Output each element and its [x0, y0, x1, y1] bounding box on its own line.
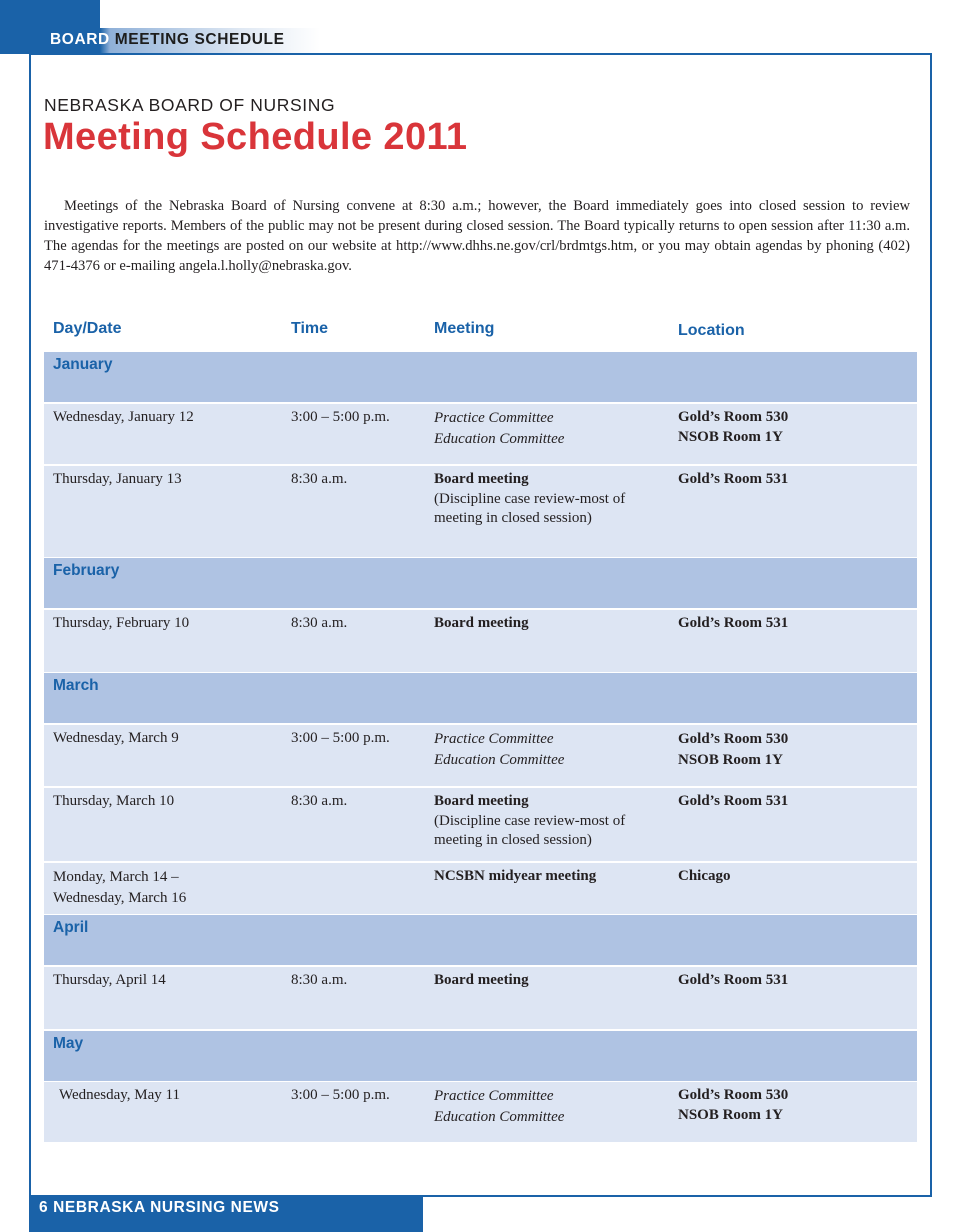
row-location: Gold’s Room 531	[678, 972, 789, 988]
row-meeting	[434, 408, 674, 450]
month-header-february	[44, 558, 917, 608]
table-row	[44, 610, 917, 672]
meeting-education-committee: Education Committee	[434, 1109, 565, 1125]
page-footer	[29, 1196, 423, 1232]
row-time: 3:00 – 5:00 p.m.	[291, 1087, 390, 1103]
row-day: Thursday, February 10	[53, 615, 190, 631]
day-line: Monday, March 14 –	[53, 869, 179, 885]
row-day: Thursday, March 10	[53, 793, 175, 809]
location-line: Gold’s Room 530	[678, 1087, 789, 1103]
col-header-day: Day/Date	[53, 320, 122, 337]
meeting-education-committee: Education Committee	[434, 752, 565, 768]
col-header-meeting: Meeting	[434, 320, 495, 337]
org-name: NEBRASKA BOARD OF NURSING	[44, 95, 336, 115]
row-time: 3:00 – 5:00 p.m.	[291, 409, 390, 425]
section-header-word1: BOARD	[50, 31, 110, 48]
section-header-word2: MEETING SCHEDULE	[114, 31, 285, 48]
row-day: Thursday, January 13	[53, 471, 182, 487]
location-line: NSOB Room 1Y	[678, 752, 784, 768]
row-meeting	[434, 1086, 674, 1128]
table-row	[44, 466, 917, 557]
row-meeting	[434, 792, 674, 851]
row-location: Gold’s Room 531	[678, 615, 789, 631]
meeting-title: Board meeting	[434, 793, 529, 809]
intro-paragraph: Meetings of the Nebraska Board of Nursing convene at 8:30 a.m.; however, the Board immediately goes into closed session to review investigative reports. Members of the public may not be present during closed session. The Board typically returns to open session after 11:30 a.m. The agendas for the meetings are posted on our website at http://www.dhhs.ne.gov/crl/brdmtgs.htm, or you may obtain agendas by phoning (402) 471-4376 or e-mailing angela.l.holly@nebraska.gov.	[44, 198, 910, 274]
meeting-note: meeting in closed session)	[434, 510, 592, 526]
table-row	[44, 863, 917, 914]
row-location: Gold’s Room 531	[678, 793, 789, 809]
row-time: 3:00 – 5:00 p.m.	[291, 730, 390, 746]
table-row	[44, 967, 917, 1029]
row-location	[678, 408, 908, 447]
row-day: Wednesday, January 12	[53, 409, 194, 425]
meeting-title: Board meeting	[434, 471, 529, 487]
day-line: Wednesday, March 16	[53, 890, 187, 906]
month-header-april	[44, 915, 917, 965]
page-title: Meeting Schedule 2011	[43, 116, 468, 158]
month-label: April	[53, 919, 89, 936]
table-row	[44, 404, 917, 464]
row-location	[678, 729, 908, 771]
month-header-may	[44, 1031, 917, 1081]
row-location: Gold’s Room 531	[678, 471, 789, 487]
month-header-march	[44, 673, 917, 723]
month-label: February	[53, 562, 120, 579]
meeting-education-committee: Education Committee	[434, 431, 565, 447]
row-meeting: NCSBN midyear meeting	[434, 868, 597, 884]
row-meeting	[434, 729, 674, 771]
row-location: Chicago	[678, 868, 731, 884]
row-meeting	[434, 470, 674, 529]
section-header	[50, 31, 285, 49]
col-header-location: Location	[678, 322, 745, 339]
row-day: Wednesday, March 9	[53, 730, 179, 746]
meeting-note: (Discipline case review-most of	[434, 812, 626, 829]
meeting-note: (Discipline case review-most of	[434, 490, 626, 507]
location-line: Gold’s Room 530	[678, 731, 789, 747]
table-row	[44, 725, 917, 786]
meeting-note: meeting in closed session)	[434, 832, 592, 848]
row-location	[678, 1086, 908, 1125]
table-row	[44, 788, 917, 861]
meeting-practice-committee: Practice Committee	[434, 410, 554, 426]
row-time: 8:30 a.m.	[291, 615, 348, 631]
location-line: NSOB Room 1Y	[678, 428, 784, 445]
location-line: NSOB Room 1Y	[678, 1106, 784, 1123]
month-label: January	[53, 356, 113, 373]
row-day: Wednesday, May 11	[59, 1087, 180, 1103]
col-header-time: Time	[291, 320, 329, 337]
row-time: 8:30 a.m.	[291, 793, 348, 809]
row-day	[53, 867, 283, 909]
meeting-practice-committee: Practice Committee	[434, 731, 554, 747]
row-meeting: Board meeting	[434, 615, 529, 631]
footer-text: 6 NEBRASKA NURSING NEWS	[39, 1199, 280, 1216]
meeting-practice-committee: Practice Committee	[434, 1088, 554, 1104]
month-header-january	[44, 352, 917, 402]
table-row	[44, 1082, 917, 1142]
row-time: 8:30 a.m.	[291, 972, 348, 988]
row-time: 8:30 a.m.	[291, 471, 348, 487]
row-meeting: Board meeting	[434, 972, 529, 988]
row-day: Thursday, April 14	[53, 972, 166, 988]
location-line: Gold’s Room 530	[678, 409, 789, 425]
month-label: May	[53, 1035, 84, 1052]
month-label: March	[53, 677, 99, 694]
